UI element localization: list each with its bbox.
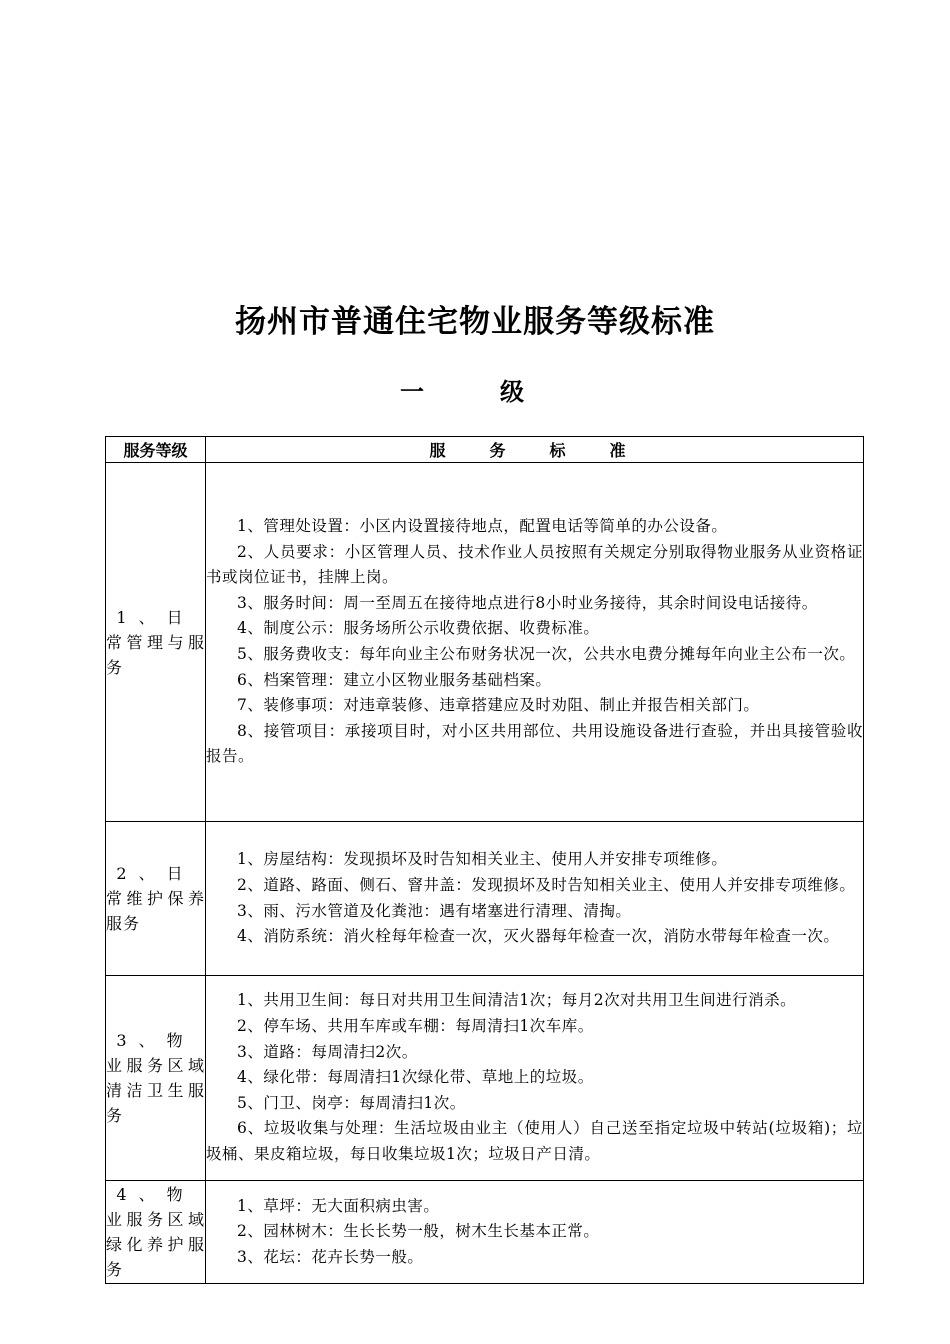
header-service-standard: 服 务 标 准 [206,437,864,463]
standard-item: 2、道路、路面、侧石、窨井盖：发现损坏及时告知相关业主、使用人并安排专项维修。 [237,875,856,894]
category-number: 2、日 [116,864,195,883]
standard-item: 2、园林树木：生长长势一般，树木生长基本正常。 [237,1222,600,1241]
standard-item: 4、制度公示：服务场所公示收费依据、收费标准。 [237,619,600,638]
standard-item: 4、绿化带：每周清扫1次绿化带、草地上的垃圾。 [237,1068,594,1087]
standard-item: 1、房屋结构：发现损坏及时告知相关业主、使用人并安排专项维修。 [237,850,728,869]
category-number: 4、物 [116,1185,195,1204]
standard-item: 2、人员要求：小区管理人员、技术作业人员按照有关规定分别取得物业服务从业资格证书或岗位证书，挂牌上岗。 [206,542,863,587]
category-label: 业服务区域清洁卫生服务 [106,1056,205,1125]
table-row [106,463,864,822]
standard-item: 3、花坛：花卉长势一般。 [237,1247,424,1266]
level-heading: 一 级 [400,378,550,406]
standard-items-cell [206,463,864,822]
category-cell [106,822,206,976]
standard-item: 3、雨、污水管道及化粪池：遇有堵塞进行清理、清掏。 [237,901,632,920]
category-cell [106,1181,206,1284]
category-number: 1、日 [116,607,195,627]
standard-item: 3、服务时间：周一至周五在接待地点进行8小时业务接待，其余时间设电话接待。 [237,593,818,612]
standard-item: 6、垃圾收集与处理：生活垃圾由业主（使用人）自己送至指定垃圾中转站(垃圾箱)；垃圾桶、果皮箱垃圾，每日收集垃圾1次；垃圾日产日清。 [206,1119,863,1163]
standard-items-cell [206,822,864,976]
category-label: 常维护保养服务 [106,889,205,933]
service-standard-table [105,436,864,1284]
standard-item: 1、草坪：无大面积病虫害。 [237,1196,440,1215]
standard-item: 5、门卫、岗亭：每周清扫1次。 [237,1093,466,1112]
standard-item: 1、共用卫生间：每日对共用卫生间清洁1次；每月2次对共用卫生间进行消杀。 [237,991,797,1010]
header-service-grade: 服务等级 [106,437,206,463]
table-row [106,976,864,1181]
standard-items-cell [206,1181,864,1284]
category-label: 常管理与服务 [106,632,205,677]
category-label: 业服务区域绿化养护服务 [106,1210,205,1279]
table-row [106,822,864,976]
standard-item: 1、管理处设置：小区内设置接待地点，配置电话等简单的办公设备。 [237,517,728,536]
table-row [106,1181,864,1284]
category-cell [106,976,206,1181]
standard-item: 4、消防系统：消火栓每年检查一次，灭火器每年检查一次，消防水带每年检查一次。 [237,927,840,946]
category-number: 3、物 [116,1031,195,1050]
category-cell [106,463,206,822]
standard-items-cell [206,976,864,1181]
table-header-row [106,437,864,463]
standard-item: 5、服务费收支：每年向业主公布财务状况一次，公共水电费分摊每年向业主公布一次。 [237,645,856,663]
standard-item: 7、装修事项：对违章装修、违章搭建应及时劝阻、制止并报告相关部门。 [237,696,760,715]
standard-item: 3、道路：每周清扫2次。 [237,1042,418,1061]
standard-item: 8、接管项目：承接项目时，对小区共用部位、共用设施设备进行查验，并出具接管验收报告。 [206,721,863,766]
standard-item: 2、停车场、共用车库或车棚：每周清扫1次车库。 [237,1017,594,1036]
document-title: 扬州市普通住宅物业服务等级标准 [235,304,715,340]
standard-item: 6、档案管理：建立小区物业服务基础档案。 [237,670,552,689]
